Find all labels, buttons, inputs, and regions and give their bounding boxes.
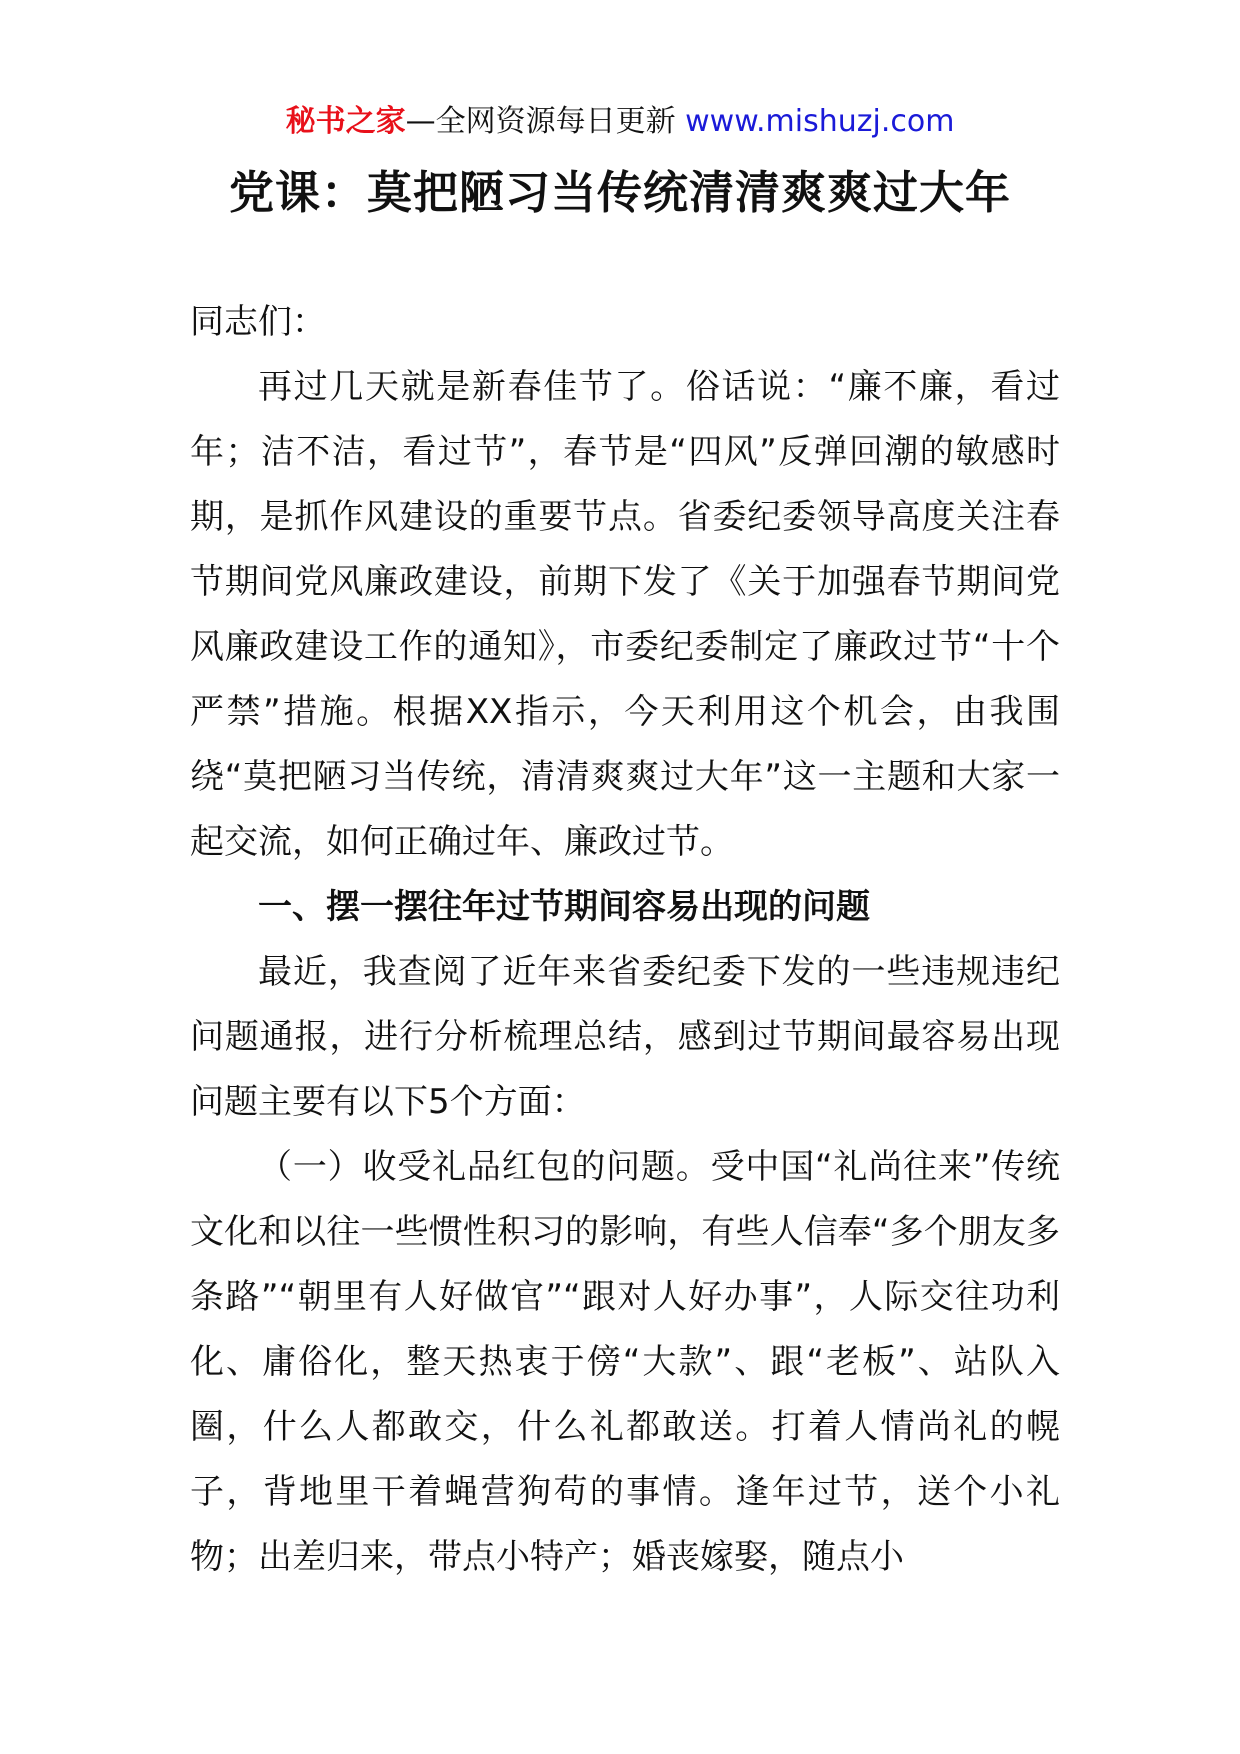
brand-name: 秘书之家 (285, 104, 406, 139)
paragraph-overview: 最近，我查阅了近年来省委纪委下发的一些违规违纪问题通报，进行分析梳理总结，感到过节期间最容易出现问题主要有以下5个方面： (190, 952, 1060, 1122)
paragraph-intro: 再过几天就是新春佳节了。俗话说：“廉不廉，看过年；洁不洁，看过节”，春节是“四风”反弹回潮的敏感时期，是抓作风建设的重要节点。省委纪委领导高度关注春节期间党风廉政建设，前期下发了《关于加强春节期间党风廉政建设工作的通知》，市委纪委制定了廉政过节“十个严禁”措施。根据XX指示，今天利用这个机会，由我围绕“莫把陋习当传统，清清爽爽过大年”这一主题和大家一起交流，如何正确过年、廉政过节。 (190, 367, 1060, 862)
document-body (190, 290, 1060, 1590)
site-tagline: —全网资源每日更新 (405, 104, 686, 139)
site-url-link[interactable]: www.mishuzj.com (685, 104, 955, 139)
site-header (0, 100, 1240, 144)
section-heading-1: 一、摆一摆往年过节期间容易出现的问题 (258, 887, 870, 927)
document-title: 党课：莫把陋习当传统清清爽爽过大年 (228, 166, 1011, 219)
salutation: 同志们： (190, 302, 326, 342)
paragraph-issue-1: （一）收受礼品红包的问题。受中国“礼尚往来”传统文化和以往一些惯性积习的影响，有些人信奉“多个朋友多条路”“朝里有人好做官”“跟对人好办事”，人际交往功利化、庸俗化，整天热衷于傍“大款”、跟“老板”、站队入圈，什么人都敢交，什么礼都敢送。打着人情尚礼的幌子，背地里干着蝇营狗苟的事情。逢年过节，送个小礼物；出差归来，带点小特产；婚丧嫁娶，随点小 (190, 1147, 1060, 1577)
